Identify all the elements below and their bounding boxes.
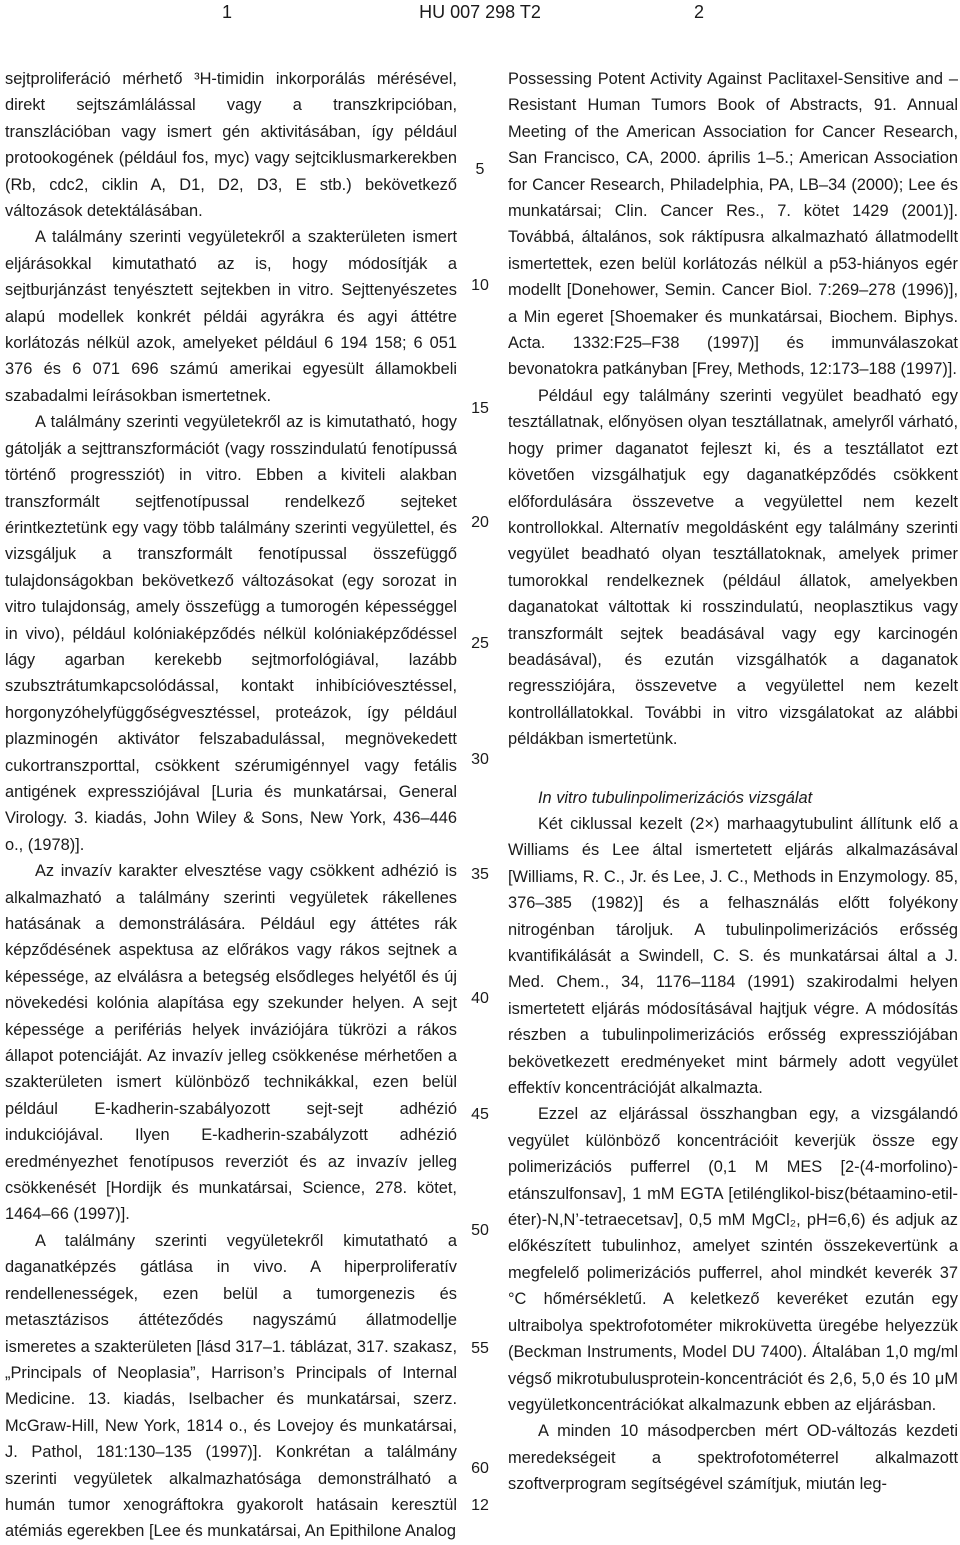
section-subheading: In vitro tubulinpolimerizációs vizsgálat [538, 788, 813, 807]
line-number: 60 [471, 1460, 489, 1477]
line-number: 55 [471, 1340, 489, 1357]
line-number: 20 [471, 514, 489, 531]
line-number: 15 [471, 400, 489, 417]
line-number: 30 [471, 751, 489, 768]
left-page-number: 1 [222, 2, 233, 22]
paragraph: Két ciklussal kezelt (2×) marhaagytubulint állítunk elő a Williams és Lee által ismertetett eljárás alkalmazásával [Williams, R. C., Jr. és Lee, J. C., Methods in Enzymology. 85, 376–385 (1982)] és a felhasználás előtt folyékony nitrogénban tároljuk. A tubulinpolimerizációs erősség kvantifikálását a Swindell, C. S. és munkatársai által a J. Med. Chem., 34, 1176–1184 (1991) szakirodalmi helyen ismertetett eljárás módosításával hajtjuk végre. A módosítás részben a tubulinpolimerizációs erősség expressziójában bekövetkezett eredményeket mint bármely adott vegyület effektív koncentrációját alkalmazta. [508, 814, 958, 1098]
line-number: 25 [471, 635, 489, 652]
line-number: 45 [471, 1106, 489, 1123]
paragraph: A találmány szerinti vegyületekről az is kimutatható, hogy gátolják a sejttranszformációt (vagy rosszindulatú fenotípussá történő progressziót) in vitro. Ebben a kiviteli alakban transzformált sejtfenotípussal rendelkező sejteket érintkeztetünk egy vagy több találmány szerinti vegyülettel, és vizsgáljuk a transzformált fenotípussal összefüggő tulajdonságokban bekövetkező változásokat (egy sorozat in vitro tulajdonság, amely összefügg a tumorogén képességgel in vivo), például kolóniaképződés nélkül kolóniaképződéssel lágy agarban kerekebb sejtmorfológiával, lazább szubsztrátumkapcsolódással, kontakt inhibícióvesztéssel, horgonyzóhelyfüggőségvesztéssel, proteázok, így például plazminogén aktivátor felszabadulással, megnövekedett cukortranszporttal, csökkent szérumigénnyel vagy fetális antigének expressziójával [Luria és munkatársai, General Virology. 3. kiadás, John Wiley & Sons, New York, 436–446 o., (1978)]. [5, 413, 457, 854]
line-number: 35 [471, 866, 489, 883]
line-number: 40 [471, 990, 489, 1007]
paragraph: A találmány szerinti vegyületekről a szakterületen ismert eljárásokkal kimutatható az is, hogy módosítják a sejtburjánzást tenyésztett sejtekben in vitro. Sejttenyészetes alapú modellek konkrét példái agyrákra és agyi áttétre korlátozás nélkül azok, amelyeket például 6 194 158; 6 051 376 és 6 071 696 számú amerikai egyesült államokbeli szabadalmi leírásokban ismertetnek. [5, 228, 457, 405]
right-column [508, 66, 958, 1498]
paragraph: Possessing Potent Activity Against Paclitaxel-Sensitive and – Resistant Human Tumors Book of Abstracts, 91. Annual Meeting of the American Association for Cancer Research, San Francisco, CA, 2000. április 1–5.; American Association for Cancer Research, Philadelphia, PA, LB–34 (2000); Lee és munkatársai; Clin. Cancer Res., 7. kötet 1429 (2001)]. Továbbá, általános, sok ráktípusra alkalmazható állatmodellt ismertettek, ezen belül korlátozás nélkül a p53-hiányos egér modellt [Donehower, Semin. Cancer Biol. 7:269–278 (1996)], a Min egeret [Shoemaker és munkatársai, Biochem. Biphys. Acta. 1332:F25–F38 (1997)] és immunválaszokat bevonatokra patkányban [Frey, Methods, 12:173–188 (1997)]. [508, 70, 958, 379]
paragraph: A találmány szerinti vegyületekről kimutatható a daganatképzés gátlása in vivo. A hiperproliferatív rendellenességek, ezen belül a tumorgenezis és metasztázisos áttéteződés nagyszámú állatmodellje ismeretes a szakterületen [lásd 317–1. táblázat, 317. szakasz, „Principals of Neoplasia”, Harrison’s Principals of Internal Medicine. 13. kiadás, Iselbacher és munkatársai, szerz. McGraw-Hill, New York, 1814 o., és Lovejoy és munkatársai, J. Pathol, 181:130–135 (1997)]. Konkrétan a találmány szerinti vegyületek alkalmazhatósága demonstrálható a humán tumor xenográftokra gyakorolt hatásain keresztül atémiás egerekben [Lee és munkatársai, An Epithilone Analog [5, 1231, 457, 1541]
line-number: 5 [475, 161, 485, 178]
document-number: HU 007 298 T2 [419, 2, 541, 22]
right-page-number: 2 [694, 2, 705, 22]
paragraph: Például egy találmány szerinti vegyület beadható egy tesztállatnak, előnyösen olyan tesztállatnak, amelyről várható, hogy primer daganatot fejleszt ki, és a tesztállatot ezt követően vizsgálhatjuk egy daganatképződés csökkent előfordulására összevetve a vegyülettel nem kezelt kontrollokkal. Alternatív megoldásként egy találmány szerinti vegyület beadható olyan tesztállatoknak, amelyek primer tumorokkal rendelkeznek (például állatok, amelyekben daganatokat váltottak ki rosszindulatú, neoplasztikus vagy transzformált sejtek beadásával vagy egy karcinogén beadásával), és ezután vizsgálhatók a daganatok regressziójára, összevetve a vegyülettel nem kezelt kontrollállatokkal. További in vitro vizsgálatokat az alábbi példákban ismertetünk. [508, 386, 958, 749]
left-column [5, 66, 457, 1545]
line-number: 50 [471, 1222, 489, 1239]
line-number: 10 [471, 277, 489, 294]
paragraph: Az invazív karakter elvesztése vagy csökkent adhézió is alkalmazható a találmány szerinti vegyületek rákellenes hatásának a demonstrálására. Például egy áttétes rák képződésének aspektusa az előrákos vagy rákos sejtnek a képessége, az elválásra a betegség elsődleges helyétől és új növekedési kolónia alapítása egy szekunder helyen. A sejt képessége a perifériás helyek inváziójára tükrözi a rákos állapot potenciáját. Az invazív jelleg csökkenése mérhetően a szakterületen ismert különböző technikákkal, ezen belül például E-kadherin-szabályozott sejt-sejt adhézió indukciójával. Ilyen E-kadherin-szabályzott adhézió eredményezhet fenotípusos reverziót és az invazív jelleg csökkenését [Hordijk és munkatársai, Science, 278. kötet, 1464–66 (1997)]. [5, 862, 457, 1224]
page-number: 12 [471, 1497, 489, 1514]
paragraph: sejtproliferáció mérhető ³H-timidin inkorporálás mérésével, direkt sejtszámlálással vagy a transzkripcióban, transzlációban vagy ismert gén aktivitásában, így például protookogének (például fos, myc) vagy sejtciklusmarkerekben (Rb, cdc2, ciklin A, D1, D2, D3, E stb.) bekövetkező változások detektálásában. [5, 70, 457, 221]
paragraph: A minden 10 másodpercben mért OD-változás kezdeti meredekségeit a spektrofotométerrel alkalmazott szoftverprogram segítségével számítjuk, miután leg- [508, 1422, 958, 1494]
paragraph: Ezzel az eljárással összhangban egy, a vizsgálandó vegyület különböző koncentrációit keverjük össze egy polimerizációs pufferrel (0,1 M MES [2-(4-morfolino)-etánszulfonsav], 1 mM EGTA [etilénglikol-bisz(bétaamino-etil-éter)-N,N’-tetraecetsav], 0,5 mM MgCl₂, pH=6,6) és adjuk az előkészített tubulinhoz, amelyet szintén összekevertünk a megfelelő polimerizációs pufferrel, ahol mindkét keverék 37 °C hőmérsékletű. A keletkező keveréket ezután egy ultraibolya spektrofotométer mikroküvetta üregébe helyezzük (Beckman Instruments, Model DU 7400). Általában 1,0 mg/ml végső mikrotubulusprotein-koncentrációt és 2,6, 5,0 és 10 μM vegyületkoncentrációkat alkalmazunk ebben az eljárásban. [508, 1105, 958, 1414]
